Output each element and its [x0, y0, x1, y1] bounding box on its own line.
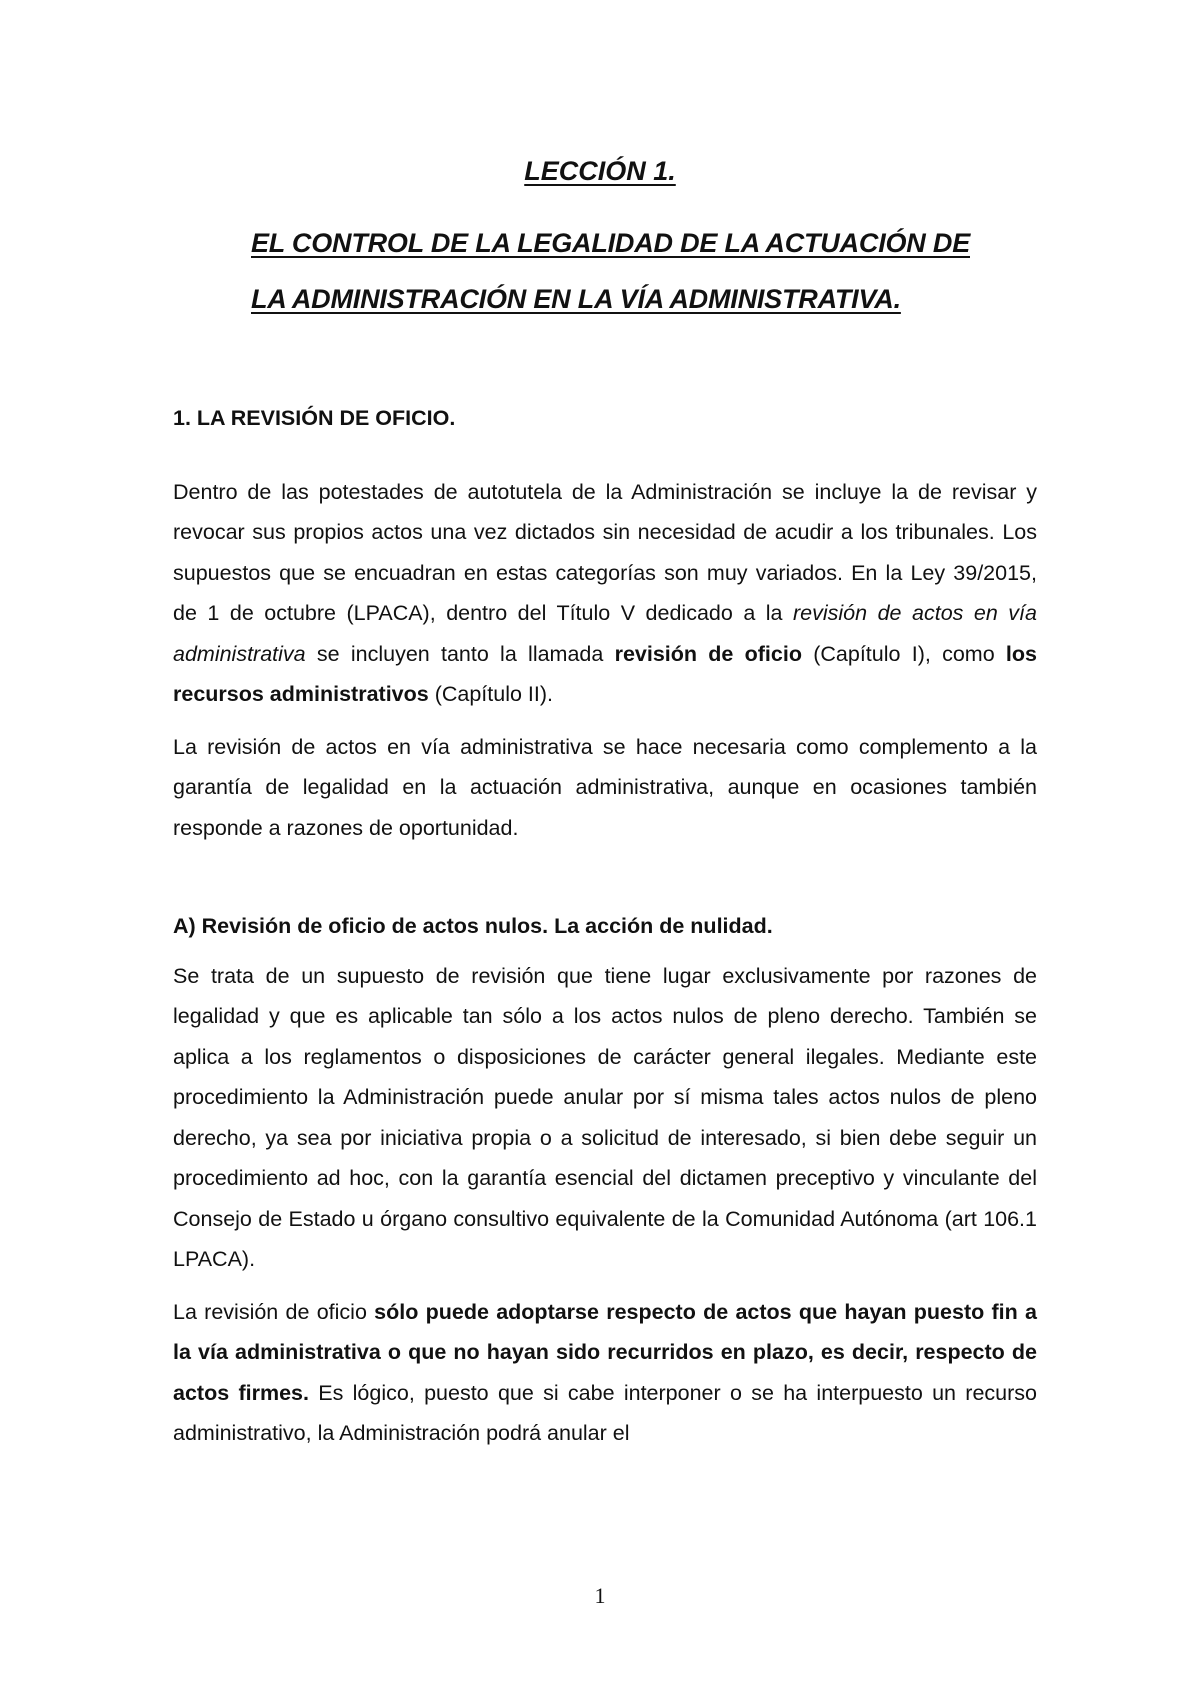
- italic-text: revisión de actos en vía administrativa: [173, 601, 1037, 666]
- document-title-line-2: LA ADMINISTRACIÓN EN LA VÍA ADMINISTRATIVA.: [251, 284, 901, 314]
- text-run: (Capítulo II).: [428, 682, 553, 706]
- paragraph: [173, 472, 1037, 715]
- lesson-title: LECCIÓN 1.: [524, 156, 676, 186]
- text-run: Dentro de las potestades de autotutela de la Administración se incluye la de revisar y revocar sus propios actos una vez dictados sin necesidad de acudir a los tribunales. Los supuestos que se encuadran en estas categorías son muy variados. En la Ley 39/2015, de 1 de octubre (LPACA), dentro del Título V dedicado a la: [173, 479, 1037, 625]
- document-body: [173, 398, 1037, 1466]
- bold-text: sólo puede adoptarse respecto de actos que hayan puesto fin a la vía administrativa o que no hayan sido recurridos en plazo, es decir, respecto de actos firmes.: [173, 1299, 1038, 1405]
- page-number: 1: [594, 1583, 606, 1608]
- subsection-heading: A) Revisión de oficio de actos nulos. La acción de nulidad.: [173, 914, 773, 938]
- paragraph: La revisión de actos en vía administrativa se hace necesaria como complemento a la garantía de legalidad en la actuación administrativa, aunque en ocasiones también responde a razones de oportunidad.: [173, 734, 1037, 840]
- text-run: se incluyen tanto la llamada: [305, 641, 615, 666]
- section-heading: 1. LA REVISIÓN DE OFICIO.: [173, 406, 456, 430]
- paragraph: [173, 1292, 1037, 1454]
- bold-text: los recursos administrativos: [173, 641, 1037, 706]
- text-run: La revisión de oficio: [173, 1299, 375, 1324]
- document-title: [251, 215, 1051, 327]
- document-title-line-1: EL CONTROL DE LA LEGALIDAD DE LA ACTUACIÓN DE: [251, 228, 970, 258]
- text-run: Es lógico, puesto que si cabe interponer o se ha interpuesto un recurso administrativo, la Administración podrá anular el: [173, 1380, 1037, 1445]
- text-run: (Capítulo I), como: [801, 641, 1006, 666]
- bold-text: revisión de oficio: [614, 641, 802, 666]
- paragraph: Se trata de un supuesto de revisión que tiene lugar exclusivamente por razones de legalidad y que es aplicable tan sólo a los actos nulos de pleno derecho. También se aplica a los reglamentos o disposiciones de carácter general ilegales. Mediante este procedimiento la Administración puede anular por sí misma tales actos nulos de pleno derecho, ya sea por iniciativa propia o a solicitud de interesado, si bien debe seguir un procedimiento ad hoc, con la garantía esencial del dictamen preceptivo y vinculante del Consejo de Estado u órgano consultivo equivalente de la Comunidad Autónoma (art 106.1 LPACA).: [173, 963, 1037, 1271]
